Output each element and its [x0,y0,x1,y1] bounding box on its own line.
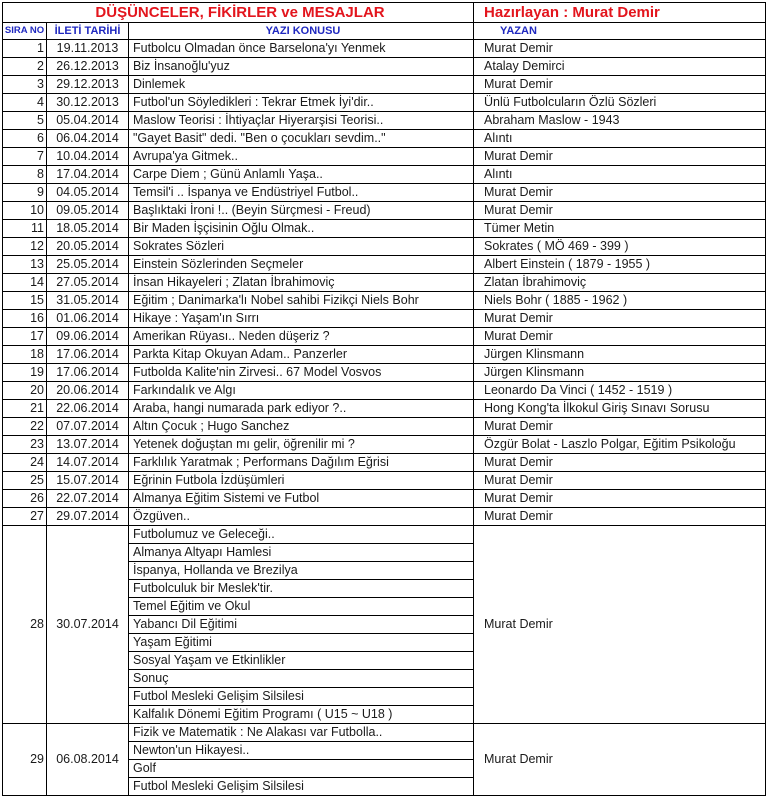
row-topic[interactable]: Yetenek doğuştan mı gelir, öğrenilir mi ? [129,436,474,454]
row-topic[interactable]: Altın Çocuk ; Hugo Sanchez [129,418,474,436]
row-number[interactable]: 19 [3,364,47,382]
row-date[interactable]: 30.07.2014 [47,526,129,724]
row-date[interactable]: 27.05.2014 [47,274,129,292]
row-date[interactable]: 19.11.2013 [47,40,129,58]
table-row [3,220,766,238]
row-topic[interactable]: Temel Eğitim ve Okul [129,598,474,616]
table-row [3,526,766,544]
row-date[interactable]: 05.04.2014 [47,112,129,130]
column-header-topic: YAZI KONUSU [129,23,474,40]
row-topic[interactable]: Farkındalık ve Algı [129,382,474,400]
table-row [3,382,766,400]
row-author[interactable]: Murat Demir [474,508,766,526]
row-topic[interactable]: Yaşam Eğitimi [129,634,474,652]
row-number[interactable]: 13 [3,256,47,274]
row-number[interactable]: 4 [3,94,47,112]
row-number[interactable]: 21 [3,400,47,418]
row-topic[interactable]: Özgüven.. [129,508,474,526]
row-author[interactable]: Murat Demir [474,184,766,202]
table-row [3,40,766,58]
row-topic[interactable]: Maslow Teorisi : İhtiyaçlar Hiyerarşisi Teorisi.. [129,112,474,130]
row-date[interactable]: 31.05.2014 [47,292,129,310]
row-topic[interactable]: Sonuç [129,670,474,688]
row-date[interactable]: 07.07.2014 [47,418,129,436]
row-topic[interactable]: Futbolda Kalite'nin Zirvesi.. 67 Model Vosvos [129,364,474,382]
row-date[interactable]: 17.06.2014 [47,364,129,382]
table-row [3,472,766,490]
row-topic[interactable]: Eğitim ; Danimarka'lı Nobel sahibi Fizikçi Niels Bohr [129,292,474,310]
row-date[interactable]: 09.06.2014 [47,328,129,346]
row-number[interactable]: 27 [3,508,47,526]
row-author[interactable]: Zlatan İbrahimoviç [474,274,766,292]
row-number[interactable]: 17 [3,328,47,346]
row-author[interactable]: Tümer Metin [474,220,766,238]
row-author[interactable]: Atalay Demirci [474,58,766,76]
row-date[interactable]: 13.07.2014 [47,436,129,454]
row-number[interactable]: 15 [3,292,47,310]
row-date[interactable]: 22.06.2014 [47,400,129,418]
row-number[interactable]: 28 [3,526,47,724]
row-number[interactable]: 10 [3,202,47,220]
row-number[interactable]: 25 [3,472,47,490]
row-topic[interactable]: Eğrinin Futbola İzdüşümleri [129,472,474,490]
row-author[interactable]: Murat Demir [474,148,766,166]
row-author[interactable]: Jürgen Klinsmann [474,346,766,364]
table-row [3,256,766,274]
row-number[interactable]: 22 [3,418,47,436]
column-header-date: İLETİ TARİHİ [47,23,129,40]
table-row [3,130,766,148]
row-number[interactable]: 5 [3,112,47,130]
row-number[interactable]: 11 [3,220,47,238]
table-row [3,166,766,184]
row-topic[interactable]: Farklılık Yaratmak ; Performans Dağılım Eğrisi [129,454,474,472]
row-number[interactable]: 2 [3,58,47,76]
row-number[interactable]: 29 [3,724,47,796]
row-author[interactable]: Murat Demir [474,202,766,220]
row-date[interactable]: 01.06.2014 [47,310,129,328]
row-author[interactable]: Alıntı [474,166,766,184]
row-author[interactable]: Abraham Maslow - 1943 [474,112,766,130]
row-author[interactable]: Albert Einstein ( 1879 - 1955 ) [474,256,766,274]
row-topic[interactable]: Bir Maden İşçisinin Oğlu Olmak.. [129,220,474,238]
table-row [3,346,766,364]
row-topic[interactable]: Newton'un Hikayesi.. [129,742,474,760]
table-row [3,274,766,292]
row-author[interactable]: Murat Demir [474,724,766,796]
row-topic[interactable]: Almanya Eğitim Sistemi ve Futbol [129,490,474,508]
row-author[interactable]: Özgür Bolat - Laszlo Polgar, Eğitim Psikoloğu [474,436,766,454]
row-author[interactable]: Murat Demir [474,526,766,724]
row-date[interactable]: 25.05.2014 [47,256,129,274]
row-topic[interactable]: Almanya Altyapı Hamlesi [129,544,474,562]
row-date[interactable]: 10.04.2014 [47,148,129,166]
row-topic[interactable]: Fizik ve Matematik : Ne Alakası var Futbolla.. [129,724,474,742]
row-date[interactable]: 22.07.2014 [47,490,129,508]
row-topic[interactable]: Futbolumuz ve Geleceği.. [129,526,474,544]
row-author[interactable]: Murat Demir [474,472,766,490]
row-date[interactable]: 17.06.2014 [47,346,129,364]
row-topic[interactable]: Parkta Kitap Okuyan Adam.. Panzerler [129,346,474,364]
row-topic[interactable]: Dinlemek [129,76,474,94]
row-number[interactable]: 26 [3,490,47,508]
row-number[interactable]: 23 [3,436,47,454]
row-topic[interactable]: Amerikan Rüyası.. Neden düşeriz ? [129,328,474,346]
table-row [3,328,766,346]
row-topic[interactable]: "Gayet Basit" dedi. "Ben o çocukları sevdim.." [129,130,474,148]
row-author[interactable]: Murat Demir [474,40,766,58]
table-row [3,418,766,436]
row-author[interactable]: Murat Demir [474,310,766,328]
table-row [3,508,766,526]
table-row [3,76,766,94]
row-number[interactable]: 1 [3,40,47,58]
row-author[interactable]: Sokrates ( MÖ 469 - 399 ) [474,238,766,256]
row-topic[interactable]: İnsan Hikayeleri ; Zlatan İbrahimoviç [129,274,474,292]
row-date[interactable]: 20.06.2014 [47,382,129,400]
row-date[interactable]: 18.05.2014 [47,220,129,238]
table-row [3,58,766,76]
table-row [3,202,766,220]
row-topic[interactable]: Futbol Mesleki Gelişim Silsilesi [129,778,474,796]
row-topic[interactable]: Futbol'un Söyledikleri : Tekrar Etmek İyi'dir.. [129,94,474,112]
row-topic[interactable]: Avrupa'ya Gitmek.. [129,148,474,166]
row-date[interactable]: 06.04.2014 [47,130,129,148]
row-date[interactable]: 20.05.2014 [47,238,129,256]
table-row [3,94,766,112]
row-topic[interactable]: Golf [129,760,474,778]
row-topic[interactable]: Yabancı Dil Eğitimi [129,616,474,634]
table-row [3,454,766,472]
row-topic[interactable]: Futbolcu Olmadan önce Barselona'yı Yenmek [129,40,474,58]
row-number[interactable]: 9 [3,184,47,202]
row-topic[interactable]: Araba, hangi numarada park ediyor ?.. [129,400,474,418]
row-date[interactable]: 04.05.2014 [47,184,129,202]
row-date[interactable]: 15.07.2014 [47,472,129,490]
row-author[interactable]: Ünlü Futbolcuların Özlü Sözleri [474,94,766,112]
row-author[interactable]: Murat Demir [474,76,766,94]
prepared-by: Hazırlayan : Murat Demir [474,3,766,23]
row-number[interactable]: 14 [3,274,47,292]
row-number[interactable]: 3 [3,76,47,94]
row-number[interactable]: 12 [3,238,47,256]
table-row [3,292,766,310]
row-author[interactable]: Niels Bohr ( 1885 - 1962 ) [474,292,766,310]
row-date[interactable]: 29.12.2013 [47,76,129,94]
row-topic[interactable]: İspanya, Hollanda ve Brezilya [129,562,474,580]
row-author[interactable]: Murat Demir [474,328,766,346]
row-topic[interactable]: Kalfalık Dönemi Eğitim Programı ( U15 ~ U18 ) [129,706,474,724]
row-author[interactable]: Jürgen Klinsmann [474,364,766,382]
row-author[interactable]: Murat Demir [474,490,766,508]
row-topic[interactable]: Sokrates Sözleri [129,238,474,256]
row-topic[interactable]: Sosyal Yaşam ve Etkinlikler [129,652,474,670]
header-row [3,23,766,40]
row-topic[interactable]: Carpe Diem ; Günü Anlamlı Yaşa.. [129,166,474,184]
row-number[interactable]: 16 [3,310,47,328]
table-row [3,436,766,454]
row-author[interactable]: Murat Demir [474,418,766,436]
row-topic[interactable]: Futbol Mesleki Gelişim Silsilesi [129,688,474,706]
column-header-author: YAZAN [474,23,766,40]
row-date[interactable]: 06.08.2014 [47,724,129,796]
row-number[interactable]: 8 [3,166,47,184]
row-number[interactable]: 20 [3,382,47,400]
column-header-no: SIRA NO [3,23,47,40]
table-row [3,364,766,382]
row-date[interactable]: 14.07.2014 [47,454,129,472]
row-date[interactable]: 30.12.2013 [47,94,129,112]
row-topic[interactable]: Biz İnsanoğlu'yuz [129,58,474,76]
row-date[interactable]: 26.12.2013 [47,58,129,76]
row-author[interactable]: Murat Demir [474,454,766,472]
row-author[interactable]: Hong Kong'ta İlkokul Giriş Sınavı Sorusu [474,400,766,418]
row-topic[interactable]: Einstein Sözlerinden Seçmeler [129,256,474,274]
table-row [3,148,766,166]
table-row [3,112,766,130]
row-topic[interactable]: Futbolculuk bir Meslek'tir. [129,580,474,598]
table-row [3,184,766,202]
row-date[interactable]: 17.04.2014 [47,166,129,184]
row-topic[interactable]: Temsil'i .. İspanya ve Endüstriyel Futbol.. [129,184,474,202]
row-topic[interactable]: Başlıktaki İroni !.. (Beyin Sürçmesi - Freud) [129,202,474,220]
table-row [3,238,766,256]
row-author[interactable]: Alıntı [474,130,766,148]
row-topic[interactable]: Hikaye : Yaşam'ın Sırrı [129,310,474,328]
title-row [3,3,766,23]
table-row [3,490,766,508]
table-row [3,724,766,742]
row-date[interactable]: 29.07.2014 [47,508,129,526]
row-number[interactable]: 7 [3,148,47,166]
table-row [3,310,766,328]
row-number[interactable]: 18 [3,346,47,364]
table-row [3,400,766,418]
row-author[interactable]: Leonardo Da Vinci ( 1452 - 1519 ) [474,382,766,400]
sheet-title: DÜŞÜNCELER, FİKİRLER ve MESAJLAR [3,3,474,23]
row-date[interactable]: 09.05.2014 [47,202,129,220]
row-number[interactable]: 24 [3,454,47,472]
row-number[interactable]: 6 [3,130,47,148]
articles-table [2,2,766,796]
